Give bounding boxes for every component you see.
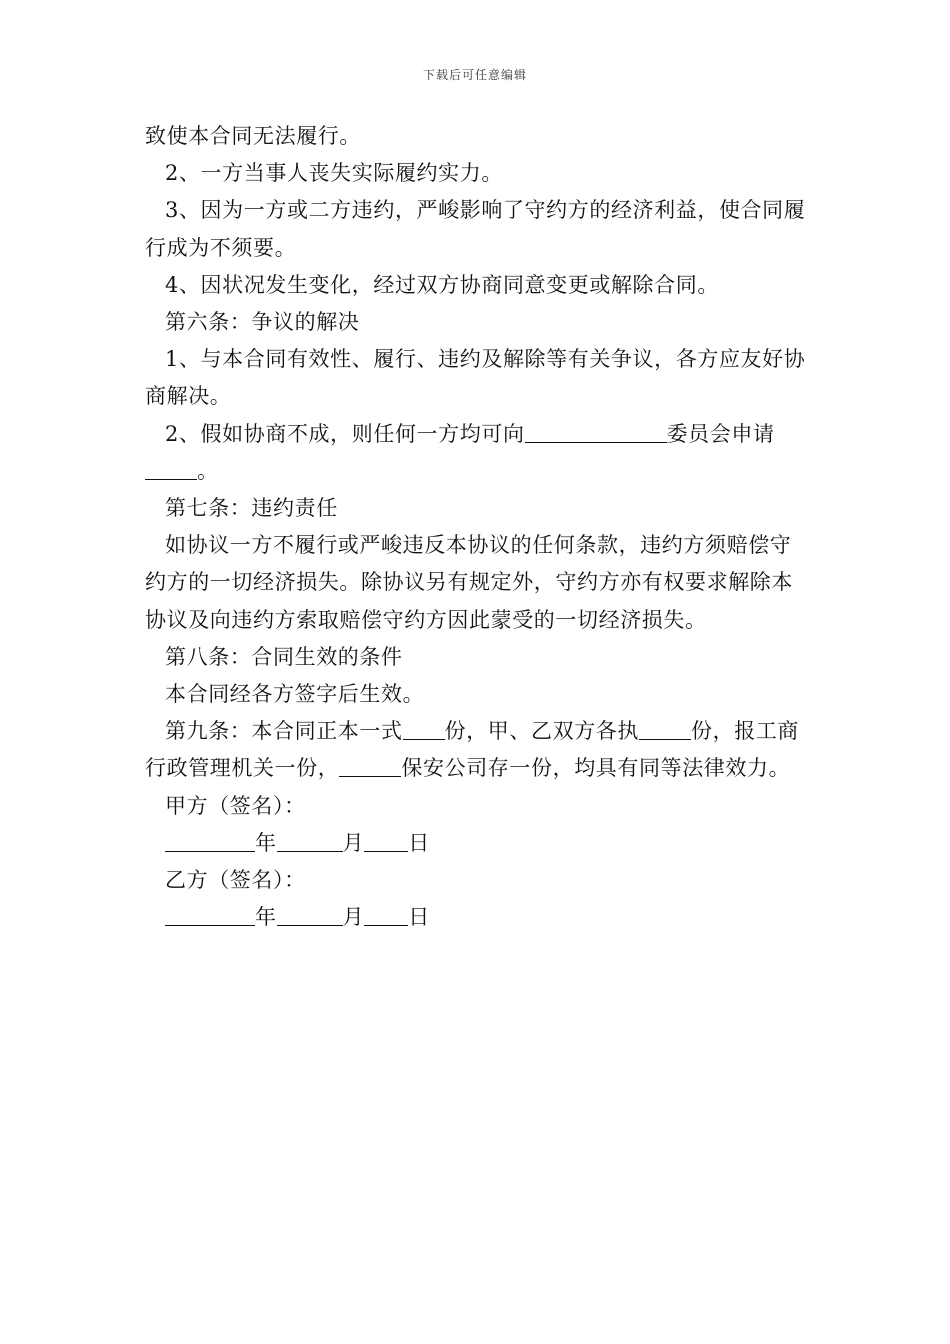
copies-each-blank (639, 717, 691, 740)
article-6-item-2-text-a: 2、假如协商不成，则任何一方均可向 (165, 421, 525, 446)
party-b-day-label: 日 (408, 905, 430, 930)
party-a-label: 甲方（签名）： (165, 793, 306, 818)
article-8-title: 第八条：合同生效的条件 (165, 644, 403, 669)
party-a-day-blank (364, 829, 408, 852)
committee-blank (525, 420, 667, 443)
party-b-label: 乙方（签名）： (165, 868, 306, 893)
article-6-item-1: 1、与本合同有效性、履行、违约及解除等有关争议，各方应友好协商解决。 (145, 347, 806, 409)
security-company-blank (339, 754, 401, 777)
article-9-text-b: 份，甲、乙双方各执 (444, 719, 640, 744)
party-b-month-label: 月 (342, 905, 365, 930)
party-b-day-blank (364, 903, 408, 926)
clause-3: 3、因为一方或二方违约，严峻影响了守约方的经济利益，使合同履行成为不须要。 (145, 198, 806, 260)
article-6-item-2-text-c: 。 (197, 458, 219, 483)
application-blank (145, 457, 197, 480)
paragraph-continuation: 致使本合同无法履行。 (145, 124, 361, 148)
article-9-text-d: 保安公司存一份，均具有同等法律效力。 (401, 756, 791, 781)
article-8-body: 本合同经各方签字后生效。 (165, 682, 425, 707)
party-a-month-label: 月 (342, 830, 365, 855)
article-9 (145, 713, 807, 787)
party-a-year-blank (165, 829, 255, 852)
party-b-year-label: 年 (255, 905, 277, 930)
party-a-day-label: 日 (408, 830, 430, 855)
party-a-year-label: 年 (255, 830, 277, 855)
party-b-date (145, 899, 807, 936)
article-9-text-a: 第九条：本合同正本一式 (165, 719, 403, 744)
document-body (145, 118, 807, 936)
party-b-year-blank (165, 903, 255, 926)
article-7-body: 如协议一方不履行或严峻违反本协议的任何条款，违约方须赔偿守约方的一切经济损失。除协议另有规定外，守约方亦有权要求解除本协议及向违约方索取赔偿守约方因此蒙受的一切经济损失。 (145, 533, 793, 632)
article-7-title: 第七条：违约责任 (165, 496, 338, 521)
article-9-text-c: 份，报工商行政管理机关一份， (145, 719, 800, 781)
party-b-month-blank (277, 903, 343, 926)
article-6-title: 第六条：争议的解决 (165, 310, 360, 335)
clause-4: 4、因状况发生变化，经过双方协商同意变更或解除合同。 (165, 272, 719, 297)
article-6-item-2 (145, 416, 807, 490)
party-a-month-blank (277, 829, 343, 852)
page-header: 下载后可任意编辑 (422, 68, 527, 82)
party-a-date (145, 825, 807, 862)
clause-2: 2、一方当事人丧失实际履约实力。 (165, 161, 503, 186)
copies-total-blank (403, 717, 445, 740)
article-6-item-2-text-b: 委员会申请 (666, 421, 775, 446)
